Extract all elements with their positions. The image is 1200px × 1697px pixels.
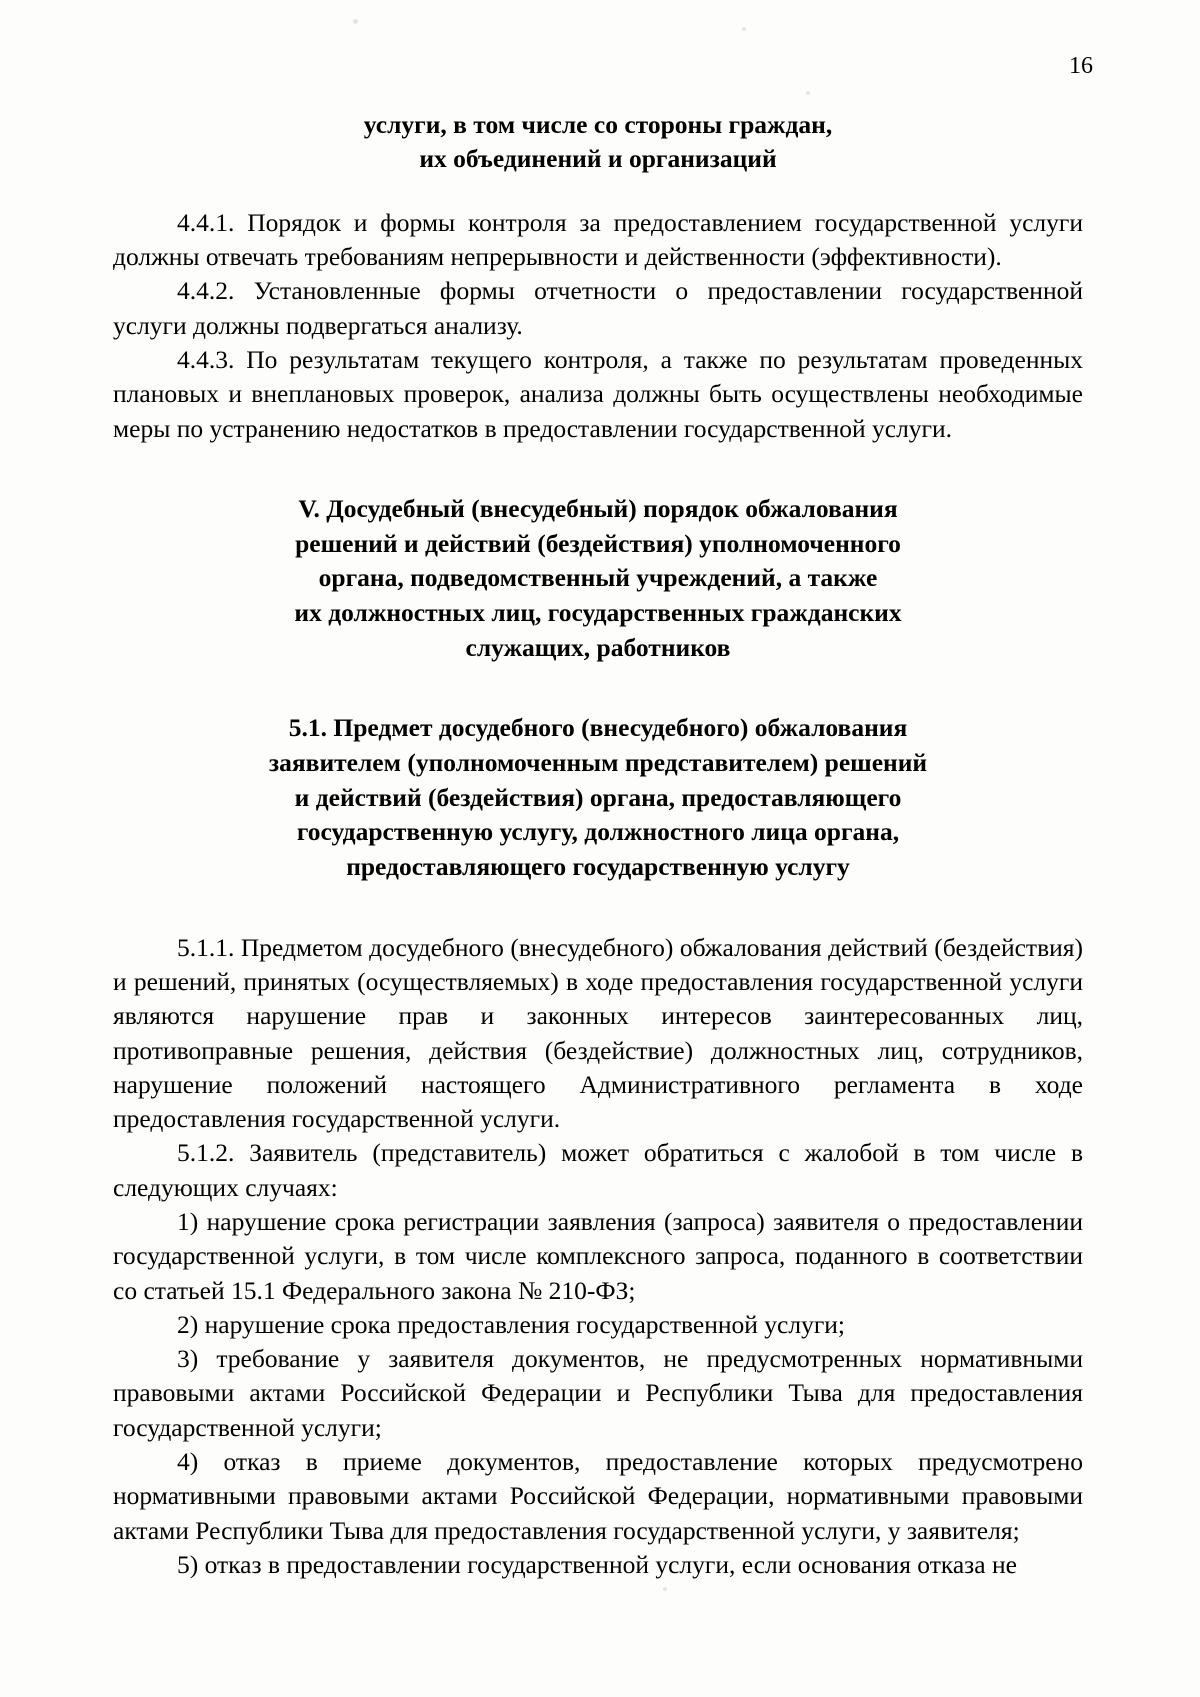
subsection-heading-line-1: 5.1. Предмет досудебного (внесудебного) обжалования: [288, 713, 908, 743]
spacer: [113, 446, 1083, 492]
subsection-heading-line-4: государственную услугу, должностного лица органа,: [296, 817, 900, 847]
paragraph-4-4-2: 4.4.2. Установленные формы отчетности о предоставлении государственной услуги должны подвергаться анализу.: [113, 276, 1083, 340]
paragraph-4-4-3: 4.4.3. По результатам текущего контроля, а также по результатам проведенных плановых и внеплановых проверок, анализа должны быть осуществлены необходимые меры по устранению недостатков в предоставлении государственной услуги.: [113, 345, 1083, 443]
section-heading-line-1: V. Досудебный (внесудебный) порядок обжалования: [298, 493, 898, 523]
title-heading-line-1: услуги, в том числе со стороны граждан,: [363, 110, 833, 139]
paragraph-5-1-1: 5.1.1. Предметом досудебного (внесудебного) обжалования действий (бездействия) и решений, принятых (осуществляемых) в ходе предоставления государственной услуги являются нарушение прав и законных интересов заинтересованных лиц, противоправные решения, действия (бездействие) должностных лиц, сотрудников, нарушение положений настоящего Административного регламента в ходе предоставления государственной услуги.: [113, 932, 1083, 1134]
page-number: 16: [1069, 53, 1093, 79]
section-heading-line-3: органа, подведомственный учреждений, а также: [318, 563, 878, 593]
list-item-1: 1) нарушение срока регистрации заявления (запроса) заявителя о предоставлении государственной услуги, в том числе комплексного запроса, поданного в соответствии со статьей 15.1 Федерального закона № 210-ФЗ;: [113, 1206, 1083, 1305]
paragraph-4-4-1: 4.4.1. Порядок и формы контроля за предоставлением государственной услуги должны отвечать требованиям непрерывности и действенности (эффективности).: [113, 207, 1083, 272]
paragraph-5-1-2: 5.1.2. Заявитель (представитель) может обратиться с жалобой в том числе в следующих случаях:: [113, 1138, 1083, 1202]
scan-speck: [663, 1587, 667, 1591]
list-item-4: 4) отказ в приеме документов, предоставление которых предусмотрено нормативными правовыми актами Российской Федерации, нормативными правовыми актами Республики Тыва для предоставления государственной услуги, у заявителя;: [113, 1447, 1083, 1545]
list-item-3: 3) требование у заявителя документов, не предусмотренных нормативными правовыми актами Российской Федерации и Республики Тыва для предоставления государственной услуги;: [113, 1344, 1083, 1442]
section-heading-line-4: их должностных лиц, государственных гражданских: [294, 597, 902, 627]
spacer: [113, 176, 1083, 206]
continued-title-heading: [113, 108, 1083, 176]
subsection-heading-line-2: заявителем (уполномоченным представителем) решений: [268, 747, 928, 777]
document-content: [113, 108, 1083, 1582]
section-heading-v: [113, 492, 1083, 665]
subsection-heading-line-3: и действий (бездействия) органа, предоставляющего: [294, 782, 902, 812]
scan-speck: [353, 19, 358, 24]
scan-speck: [742, 27, 746, 31]
spacer: [113, 885, 1083, 931]
list-item-2: 2) нарушение срока предоставления государственной услуги;: [177, 1309, 846, 1339]
scan-speck: [806, 91, 810, 95]
subsection-heading-5-1: [113, 711, 1083, 884]
title-heading-line-2: их объединений и организаций: [419, 143, 777, 173]
spacer: [113, 665, 1083, 711]
section-heading-line-5: служащих, работников: [465, 632, 731, 662]
list-item-5: 5) отказ в предоставлении государственной услуги, если основания отказа не: [177, 1549, 1017, 1579]
subsection-heading-line-5: предоставляющего государственную услугу: [346, 851, 850, 881]
section-heading-line-2: решений и действий (бездействия) уполномоченного: [295, 528, 901, 558]
